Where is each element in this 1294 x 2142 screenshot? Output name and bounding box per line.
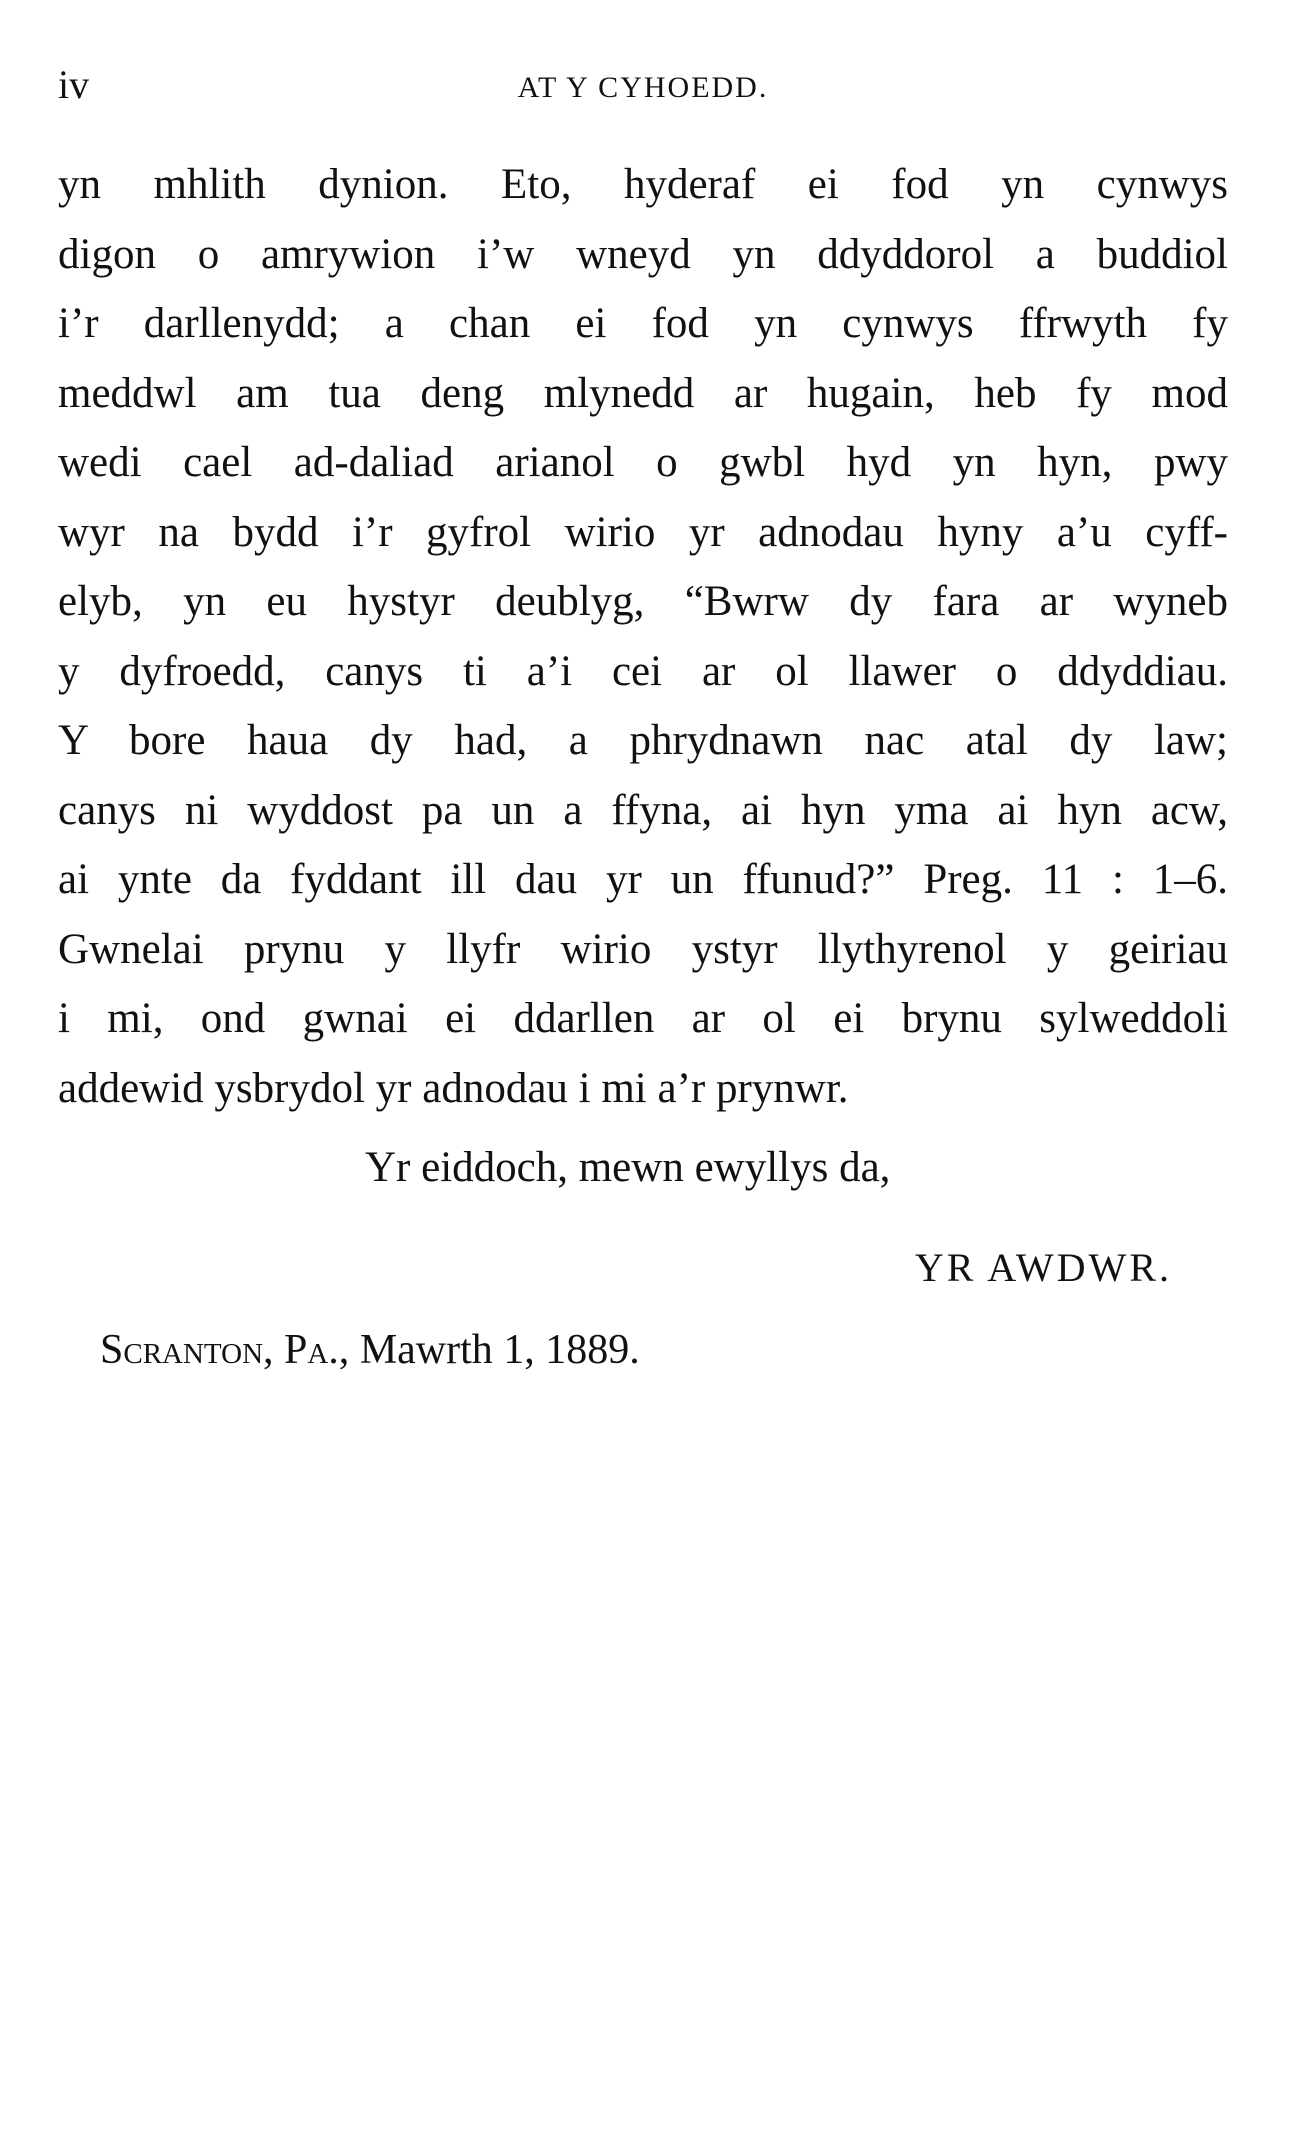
text-line: addewid ysbrydol yr adnodau i mi a’r prynwr. [58, 1064, 849, 1112]
text-line: i mi, ond gwnai ei ddarllen ar ol ei brynu sylweddoli [58, 995, 1228, 1042]
author-signature: YR AWDWR. [914, 1245, 1172, 1290]
text-line: yn mhlith dynion. Eto, hyderaf ei fod yn cynwys [58, 161, 1228, 208]
page-number: iv [58, 62, 90, 107]
text-line: Y bore haua dy had, a phrydnawn nac atal dy law; [58, 717, 1228, 764]
text-line: digon o amrywion i’w wneyd yn ddyddorol a buddiol [58, 230, 1228, 278]
dateline-date: Mawrth 1, 1889. [359, 1327, 640, 1373]
dateline-place: Scranton, Pa., [100, 1327, 350, 1373]
running-head [58, 60, 1228, 110]
text-line: ai ynte da fyddant ill dau yr un ffunud?” Preg. 11 : 1–6. [58, 856, 1228, 903]
text-line: i’r darllenydd; a chan ei fod yn cynwys ffrwyth fy [58, 300, 1228, 347]
text-line: Gwnelai prynu y llyfr wirio ystyr llythyrenol y geiriau [58, 925, 1228, 973]
text-line: wyr na bydd i’r gyfrol wirio yr adnodau hyny a’u cyff- [58, 508, 1228, 556]
text-line: y dyfroedd, canys ti a’i cei ar ol llawer o ddyddiau. [58, 647, 1228, 695]
text-line: meddwl am tua deng mlynedd ar hugain, heb fy mod [58, 369, 1228, 417]
dateline [100, 1320, 640, 1380]
text-line: elyb, yn eu hystyr deublyg, “Bwrw dy fara ar wyneb [58, 578, 1228, 625]
text-line: wedi cael ad-daliad arianol o gwbl hyd yn hyn, pwy [58, 439, 1228, 486]
body-paragraph [58, 150, 1228, 1123]
text-line: canys ni wyddost pa un a ffyna, ai hyn yma ai hyn acw, [58, 786, 1228, 834]
running-title: AT Y CYHOEDD. [517, 71, 769, 104]
closing-salutation: Yr eiddoch, mewn ewyllys da, [365, 1144, 891, 1191]
